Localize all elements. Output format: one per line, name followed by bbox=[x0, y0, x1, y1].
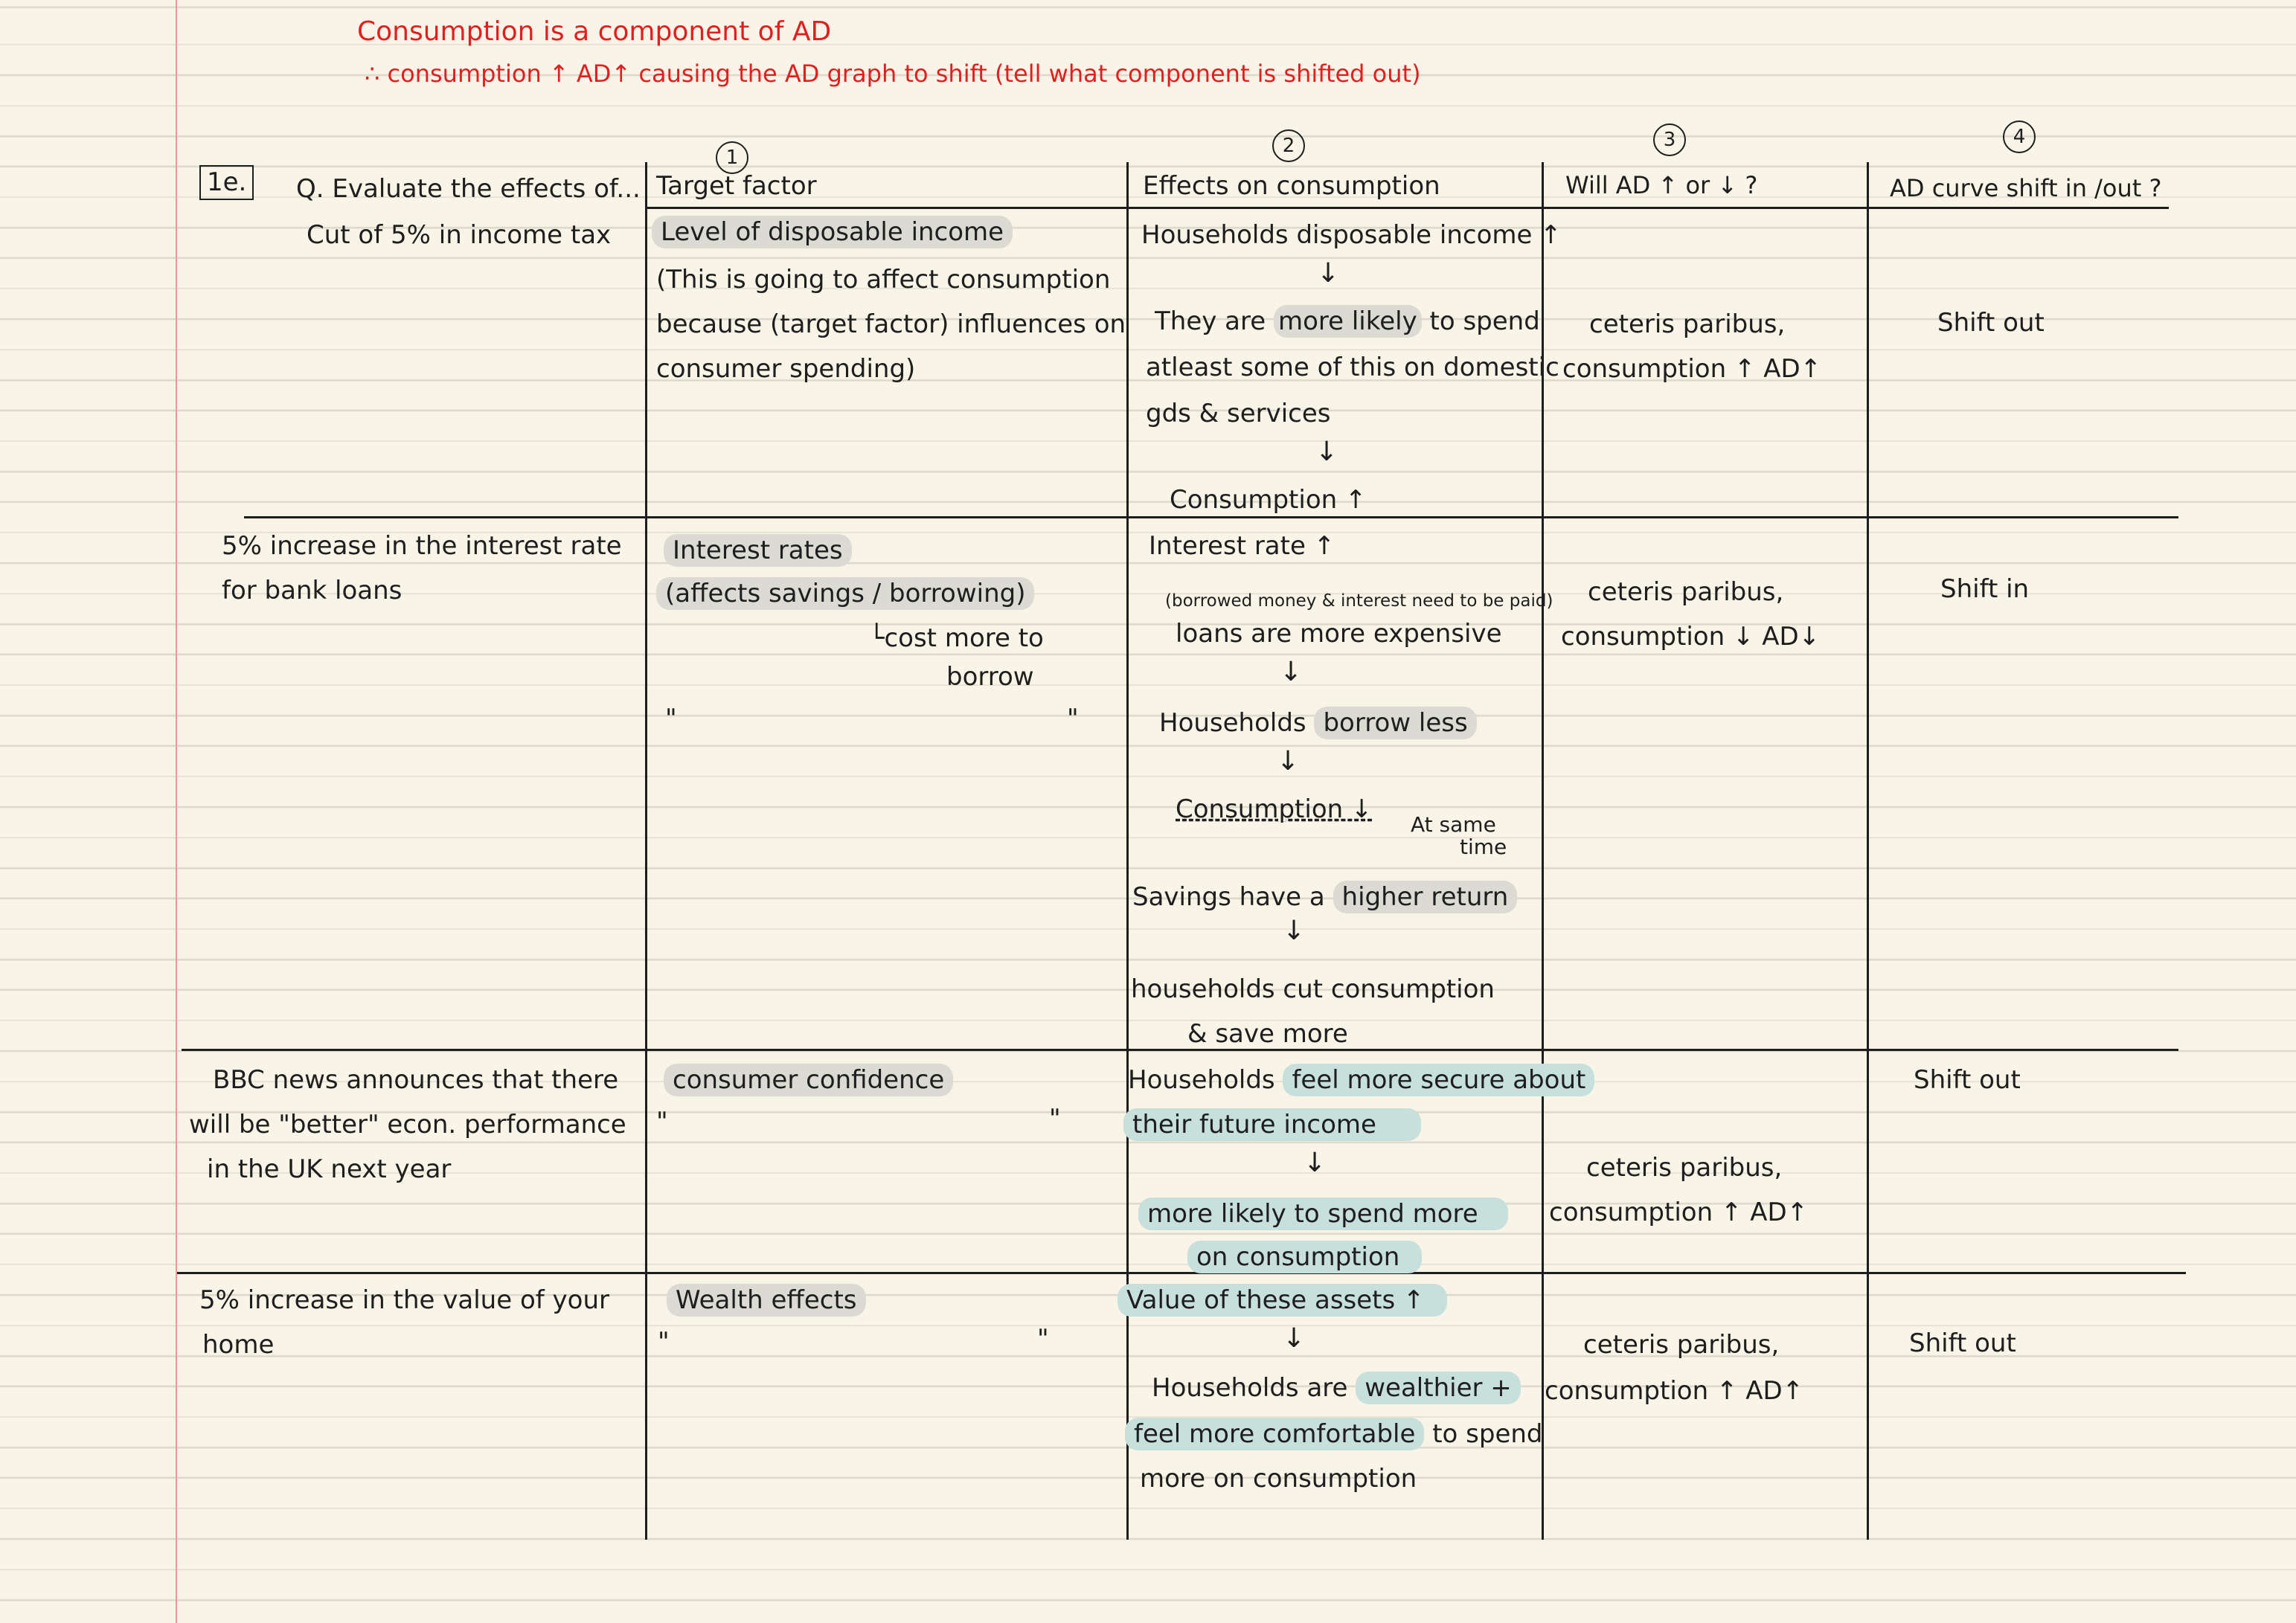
row4-effect-comfortable bbox=[1134, 1421, 1543, 1448]
row2-ditto-open: " bbox=[665, 704, 677, 733]
row3-question-3: in the UK next year bbox=[207, 1154, 452, 1184]
column-number-1: 1 bbox=[716, 141, 748, 174]
row1-arrow-down-icon: ↓ bbox=[1317, 258, 1340, 289]
row2-effect-borrow-less bbox=[1159, 710, 1477, 737]
header-effects-on-consumption: Effects on consumption bbox=[1143, 171, 1440, 201]
row3-arrow-down-icon: ↓ bbox=[1303, 1148, 1327, 1178]
intro-line-2: ∴ consumption ↑ AD↑ causing the AD graph to shift (tell what component is shifted out) bbox=[365, 60, 1421, 88]
row2-arrow-down-icon-3: ↓ bbox=[1283, 916, 1306, 946]
row4-ditto-close: " bbox=[1037, 1324, 1049, 1354]
row1-effect-likely-spend bbox=[1155, 308, 1540, 335]
row2-effect-at-same: At same bbox=[1411, 812, 1496, 837]
row-divider-2 bbox=[182, 1049, 2178, 1051]
column-number-2: 2 bbox=[1272, 129, 1305, 162]
row3-effect-d-highlight: on consumption bbox=[1187, 1241, 1422, 1273]
row3-shift: Shift out bbox=[1914, 1065, 2021, 1095]
row4-target bbox=[676, 1287, 866, 1314]
row1-ad-result: consumption ↑ AD↑ bbox=[1562, 354, 1822, 384]
row1-effect-b1-plain: They are bbox=[1155, 306, 1274, 336]
row2-target-2 bbox=[665, 580, 1034, 608]
row3-target-highlight: consumer confidence bbox=[664, 1064, 953, 1096]
row2-target-3a: └cost more to bbox=[869, 623, 1044, 653]
row2-effect-e-highlight: higher return bbox=[1333, 881, 1518, 913]
row4-effect-wealthier bbox=[1152, 1375, 1521, 1402]
column-number-3: 3 bbox=[1653, 123, 1686, 156]
header-underline bbox=[645, 207, 2169, 209]
row3-ditto-open: " bbox=[656, 1107, 668, 1137]
row2-effect-consumption-down: Consumption ↓ bbox=[1176, 794, 1373, 824]
column-divider-4 bbox=[1867, 162, 1869, 1540]
row1-effect-disposable-income: Households disposable income ↑ bbox=[1141, 220, 1562, 250]
row4-question-1: 5% increase in the value of your bbox=[199, 1285, 609, 1315]
row3-target bbox=[673, 1067, 953, 1094]
row4-ad-result: consumption ↑ AD↑ bbox=[1545, 1376, 1804, 1406]
row1-effect-b1-highlight: more likely bbox=[1274, 305, 1422, 338]
row2-effect-c-highlight: borrow less bbox=[1314, 707, 1476, 739]
row1-target-note-1: (This is going to affect consumption bbox=[656, 265, 1111, 295]
row3-question-2: will be "better" econ. performance bbox=[189, 1110, 626, 1140]
row2-effect-time: time bbox=[1460, 835, 1507, 859]
row3-ad-result: consumption ↑ AD↑ bbox=[1549, 1198, 1809, 1227]
row2-effect-c-plain: Households bbox=[1159, 708, 1315, 738]
row2-effect-savings-return bbox=[1132, 884, 1517, 911]
column-divider-2 bbox=[1126, 162, 1129, 1540]
row2-ditto-close: " bbox=[1067, 704, 1079, 733]
row1-target-note-2: because (target factor) influences on bbox=[656, 309, 1126, 339]
row2-target-highlight: Interest rates bbox=[664, 534, 852, 567]
row4-ditto-open: " bbox=[658, 1327, 670, 1357]
row3-effect-c-highlight: more likely to spend more bbox=[1138, 1198, 1508, 1230]
row4-question-2: home bbox=[202, 1330, 275, 1360]
row1-arrow-down-icon-2: ↓ bbox=[1315, 437, 1338, 467]
row3-effect-feel-secure bbox=[1128, 1067, 1594, 1094]
question-number-box: 1e. bbox=[199, 165, 254, 200]
row3-ditto-close: " bbox=[1049, 1104, 1061, 1134]
row-divider-3 bbox=[177, 1272, 2186, 1274]
row2-effect-note: (borrowed money & interest need to be paid) bbox=[1165, 591, 1553, 611]
header-ad-shift: AD curve shift in /out ? bbox=[1890, 174, 2162, 202]
row4-target-highlight: Wealth effects bbox=[667, 1284, 866, 1317]
column-divider-1 bbox=[645, 162, 647, 1540]
row3-effect-future-income bbox=[1132, 1111, 1421, 1139]
row-divider-1 bbox=[244, 516, 2178, 518]
row4-ad-ceteris: ceteris paribus, bbox=[1583, 1330, 1780, 1360]
row1-question: Cut of 5% in income tax bbox=[307, 220, 612, 250]
row2-target bbox=[673, 537, 852, 565]
row1-target-highlight: Level of disposable income bbox=[652, 216, 1013, 248]
page-margin-line bbox=[176, 0, 177, 1623]
row4-effect-b-highlight: wealthier + bbox=[1356, 1372, 1521, 1404]
row1-effect-b1-tail: to spend bbox=[1421, 306, 1540, 336]
header-question: Q. Evaluate the effects of... bbox=[296, 174, 641, 204]
row2-shift: Shift in bbox=[1940, 574, 2030, 604]
row4-effect-b-plain: Households are bbox=[1152, 1373, 1356, 1403]
row1-target-note-3: consumer spending) bbox=[656, 354, 916, 384]
row1-effect-consumption-up: Consumption ↑ bbox=[1170, 485, 1367, 515]
column-number-4: 4 bbox=[2003, 120, 2036, 153]
row1-effect-goods-services: gds & services bbox=[1146, 399, 1331, 428]
row3-effect-a-highlight: feel more secure about bbox=[1283, 1064, 1594, 1096]
row1-shift: Shift out bbox=[1937, 308, 2045, 338]
row2-question-1: 5% increase in the interest rate bbox=[222, 531, 622, 561]
row1-effect-domestic: atleast some of this on domestic bbox=[1146, 353, 1559, 382]
row2-question-2: for bank loans bbox=[222, 576, 403, 605]
intro-line-1: Consumption is a component of AD bbox=[357, 16, 832, 47]
row2-ad-ceteris: ceteris paribus, bbox=[1588, 577, 1784, 607]
header-ad-change: Will AD ↑ or ↓ ? bbox=[1565, 171, 1758, 199]
row3-ad-ceteris: ceteris paribus, bbox=[1586, 1153, 1783, 1183]
row3-effect-on-consumption bbox=[1196, 1244, 1422, 1271]
row2-effect-e-plain: Savings have a bbox=[1132, 882, 1333, 912]
row1-ad-ceteris: ceteris paribus, bbox=[1589, 309, 1786, 339]
row3-effect-spend-more bbox=[1147, 1201, 1508, 1228]
row1-target bbox=[661, 219, 1013, 246]
row2-effect-cut-consumption: households cut consumption bbox=[1131, 974, 1495, 1004]
row2-ad-result: consumption ↓ AD↓ bbox=[1561, 622, 1821, 652]
row4-shift: Shift out bbox=[1909, 1328, 2016, 1358]
row2-effect-interest-rate: Interest rate ↑ bbox=[1149, 531, 1335, 561]
row3-effect-b-highlight: their future income bbox=[1123, 1108, 1421, 1141]
row4-effect-a-highlight: Value of these assets ↑ bbox=[1117, 1284, 1447, 1317]
row4-effect-c-highlight: feel more comfortable bbox=[1125, 1418, 1424, 1450]
row2-target-2-highlight: (affects savings / borrowing) bbox=[656, 577, 1034, 610]
row2-effect-save-more: & save more bbox=[1187, 1019, 1348, 1049]
row3-question-1: BBC news announces that there bbox=[213, 1065, 619, 1095]
row3-effect-a-plain: Households bbox=[1128, 1065, 1283, 1095]
row4-effect-c-tail: to spend bbox=[1424, 1419, 1543, 1449]
row2-arrow-down-icon: ↓ bbox=[1280, 657, 1303, 687]
header-target-factor: Target factor bbox=[656, 171, 817, 201]
row4-effect-more-consumption: more on consumption bbox=[1140, 1464, 1417, 1494]
row2-arrow-down-icon-2: ↓ bbox=[1277, 746, 1300, 777]
row2-effect-loans: loans are more expensive bbox=[1176, 619, 1502, 649]
row4-effect-asset-value bbox=[1126, 1287, 1447, 1314]
row2-target-3b: borrow bbox=[946, 662, 1034, 692]
row4-arrow-down-icon: ↓ bbox=[1283, 1323, 1306, 1354]
